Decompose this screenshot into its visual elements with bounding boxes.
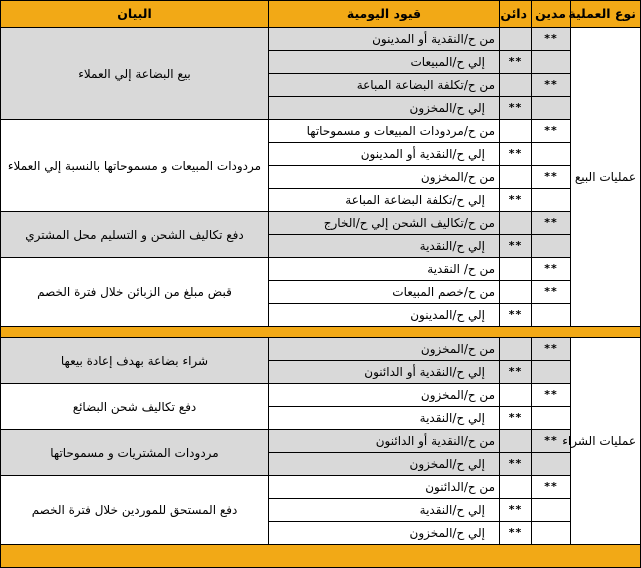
table-row (1, 28, 641, 51)
credit-mark: ** (500, 189, 532, 212)
journal-entry: إلي ح/النقدية (269, 235, 500, 258)
credit-mark: ** (500, 499, 532, 522)
journal-entry: إلي ح/المدينون (269, 304, 500, 327)
credit-mark: ** (500, 97, 532, 120)
debit-mark: ** (532, 258, 571, 281)
header-journal-entries: قيود اليومية (269, 1, 500, 28)
credit-mark (500, 166, 532, 189)
statement-cell: دفع تكاليف شحن البضائع (1, 384, 269, 430)
journal-entry: إلي ح/النقدية (269, 407, 500, 430)
table-row (1, 120, 641, 143)
journal-entry: من ح/المخزون (269, 166, 500, 189)
journal-entry: من ح/تكلفة البضاعة المباعة (269, 74, 500, 97)
debit-mark: ** (532, 28, 571, 51)
header-row (1, 1, 641, 28)
credit-mark: ** (500, 361, 532, 384)
operation-type-sales: عمليات البيع (571, 28, 641, 327)
statement-cell: بيع البضاعة إلي العملاء (1, 28, 269, 120)
credit-mark (500, 430, 532, 453)
table-row (1, 384, 641, 407)
credit-mark: ** (500, 453, 532, 476)
section-separator (1, 327, 641, 338)
debit-mark: ** (532, 166, 571, 189)
debit-mark: ** (532, 212, 571, 235)
statement-cell: مردودات المشتريات و مسموحاتها (1, 430, 269, 476)
journal-entry: إلي ح/تكلفة البضاعة المباعة (269, 189, 500, 212)
credit-mark (500, 28, 532, 51)
credit-mark: ** (500, 235, 532, 258)
header-operation-type: نوع العملية (571, 1, 641, 28)
journal-entry: من ح/خصم المبيعات (269, 281, 500, 304)
credit-mark: ** (500, 522, 532, 545)
journal-entry: من ح/المخزون (269, 338, 500, 361)
debit-mark (532, 522, 571, 545)
journal-entry: من ح/مردودات المبيعات و مسموحاتها (269, 120, 500, 143)
credit-mark (500, 74, 532, 97)
table-row (1, 430, 641, 453)
journal-entry: إلي ح/المخزون (269, 453, 500, 476)
credit-mark: ** (500, 407, 532, 430)
credit-mark (500, 384, 532, 407)
table-row (1, 338, 641, 361)
credit-mark (500, 338, 532, 361)
debit-mark (532, 143, 571, 166)
header-statement: البيان (1, 1, 269, 28)
header-credit: دائن (500, 1, 532, 28)
statement-cell: قبض مبلغ من الزبائن خلال فترة الخصم (1, 258, 269, 327)
operation-type-purchases: عمليات الشراء (571, 338, 641, 545)
credit-mark (500, 212, 532, 235)
journal-entry: إلي ح/النقدية أو المدينون (269, 143, 500, 166)
journal-entry: إلي ح/المخزون (269, 522, 500, 545)
journal-entry: من ح/الدائنون (269, 476, 500, 499)
table-row (1, 476, 641, 499)
statement-cell: دفع المستحق للموردين خلال فترة الخصم (1, 476, 269, 545)
credit-mark (500, 258, 532, 281)
credit-mark: ** (500, 304, 532, 327)
table-row (1, 258, 641, 281)
journal-entry: من ح/ النقدية (269, 258, 500, 281)
journal-entry: من ح/النقدية أو المدينون (269, 28, 500, 51)
journal-entry: إلي ح/المبيعات (269, 51, 500, 74)
debit-mark (532, 361, 571, 384)
credit-mark: ** (500, 143, 532, 166)
debit-mark: ** (532, 476, 571, 499)
statement-cell: دفع تكاليف الشحن و التسليم محل المشتري (1, 212, 269, 258)
bottom-separator (1, 545, 641, 568)
journal-entry: إلي ح/النقدية أو الدائنون (269, 361, 500, 384)
journal-entry: من ح/تكاليف الشحن إلي ح/الخارج (269, 212, 500, 235)
debit-mark (532, 453, 571, 476)
debit-mark (532, 304, 571, 327)
journal-entry: إلي ح/النقدية (269, 499, 500, 522)
credit-mark (500, 120, 532, 143)
journal-entry: من ح/المخزون (269, 384, 500, 407)
debit-mark (532, 235, 571, 258)
table-row (1, 212, 641, 235)
separator-bar (1, 327, 641, 338)
debit-mark (532, 499, 571, 522)
debit-mark (532, 97, 571, 120)
debit-mark (532, 407, 571, 430)
debit-mark: ** (532, 384, 571, 407)
debit-mark: ** (532, 281, 571, 304)
debit-mark: ** (532, 120, 571, 143)
journal-entry: إلي ح/المخزون (269, 97, 500, 120)
debit-mark (532, 51, 571, 74)
header-debit: مدين (532, 1, 571, 28)
statement-cell: شراء بضاعة بهدف إعادة بيعها (1, 338, 269, 384)
debit-mark: ** (532, 430, 571, 453)
debit-mark: ** (532, 338, 571, 361)
statement-cell: مردودات المبيعات و مسموحاتها بالنسبة إلي العملاء (1, 120, 269, 212)
credit-mark (500, 281, 532, 304)
debit-mark: ** (532, 74, 571, 97)
credit-mark (500, 476, 532, 499)
journal-entry: من ح/النقدية أو الدائنون (269, 430, 500, 453)
bottom-bar (1, 545, 641, 568)
credit-mark: ** (500, 51, 532, 74)
debit-mark (532, 189, 571, 212)
